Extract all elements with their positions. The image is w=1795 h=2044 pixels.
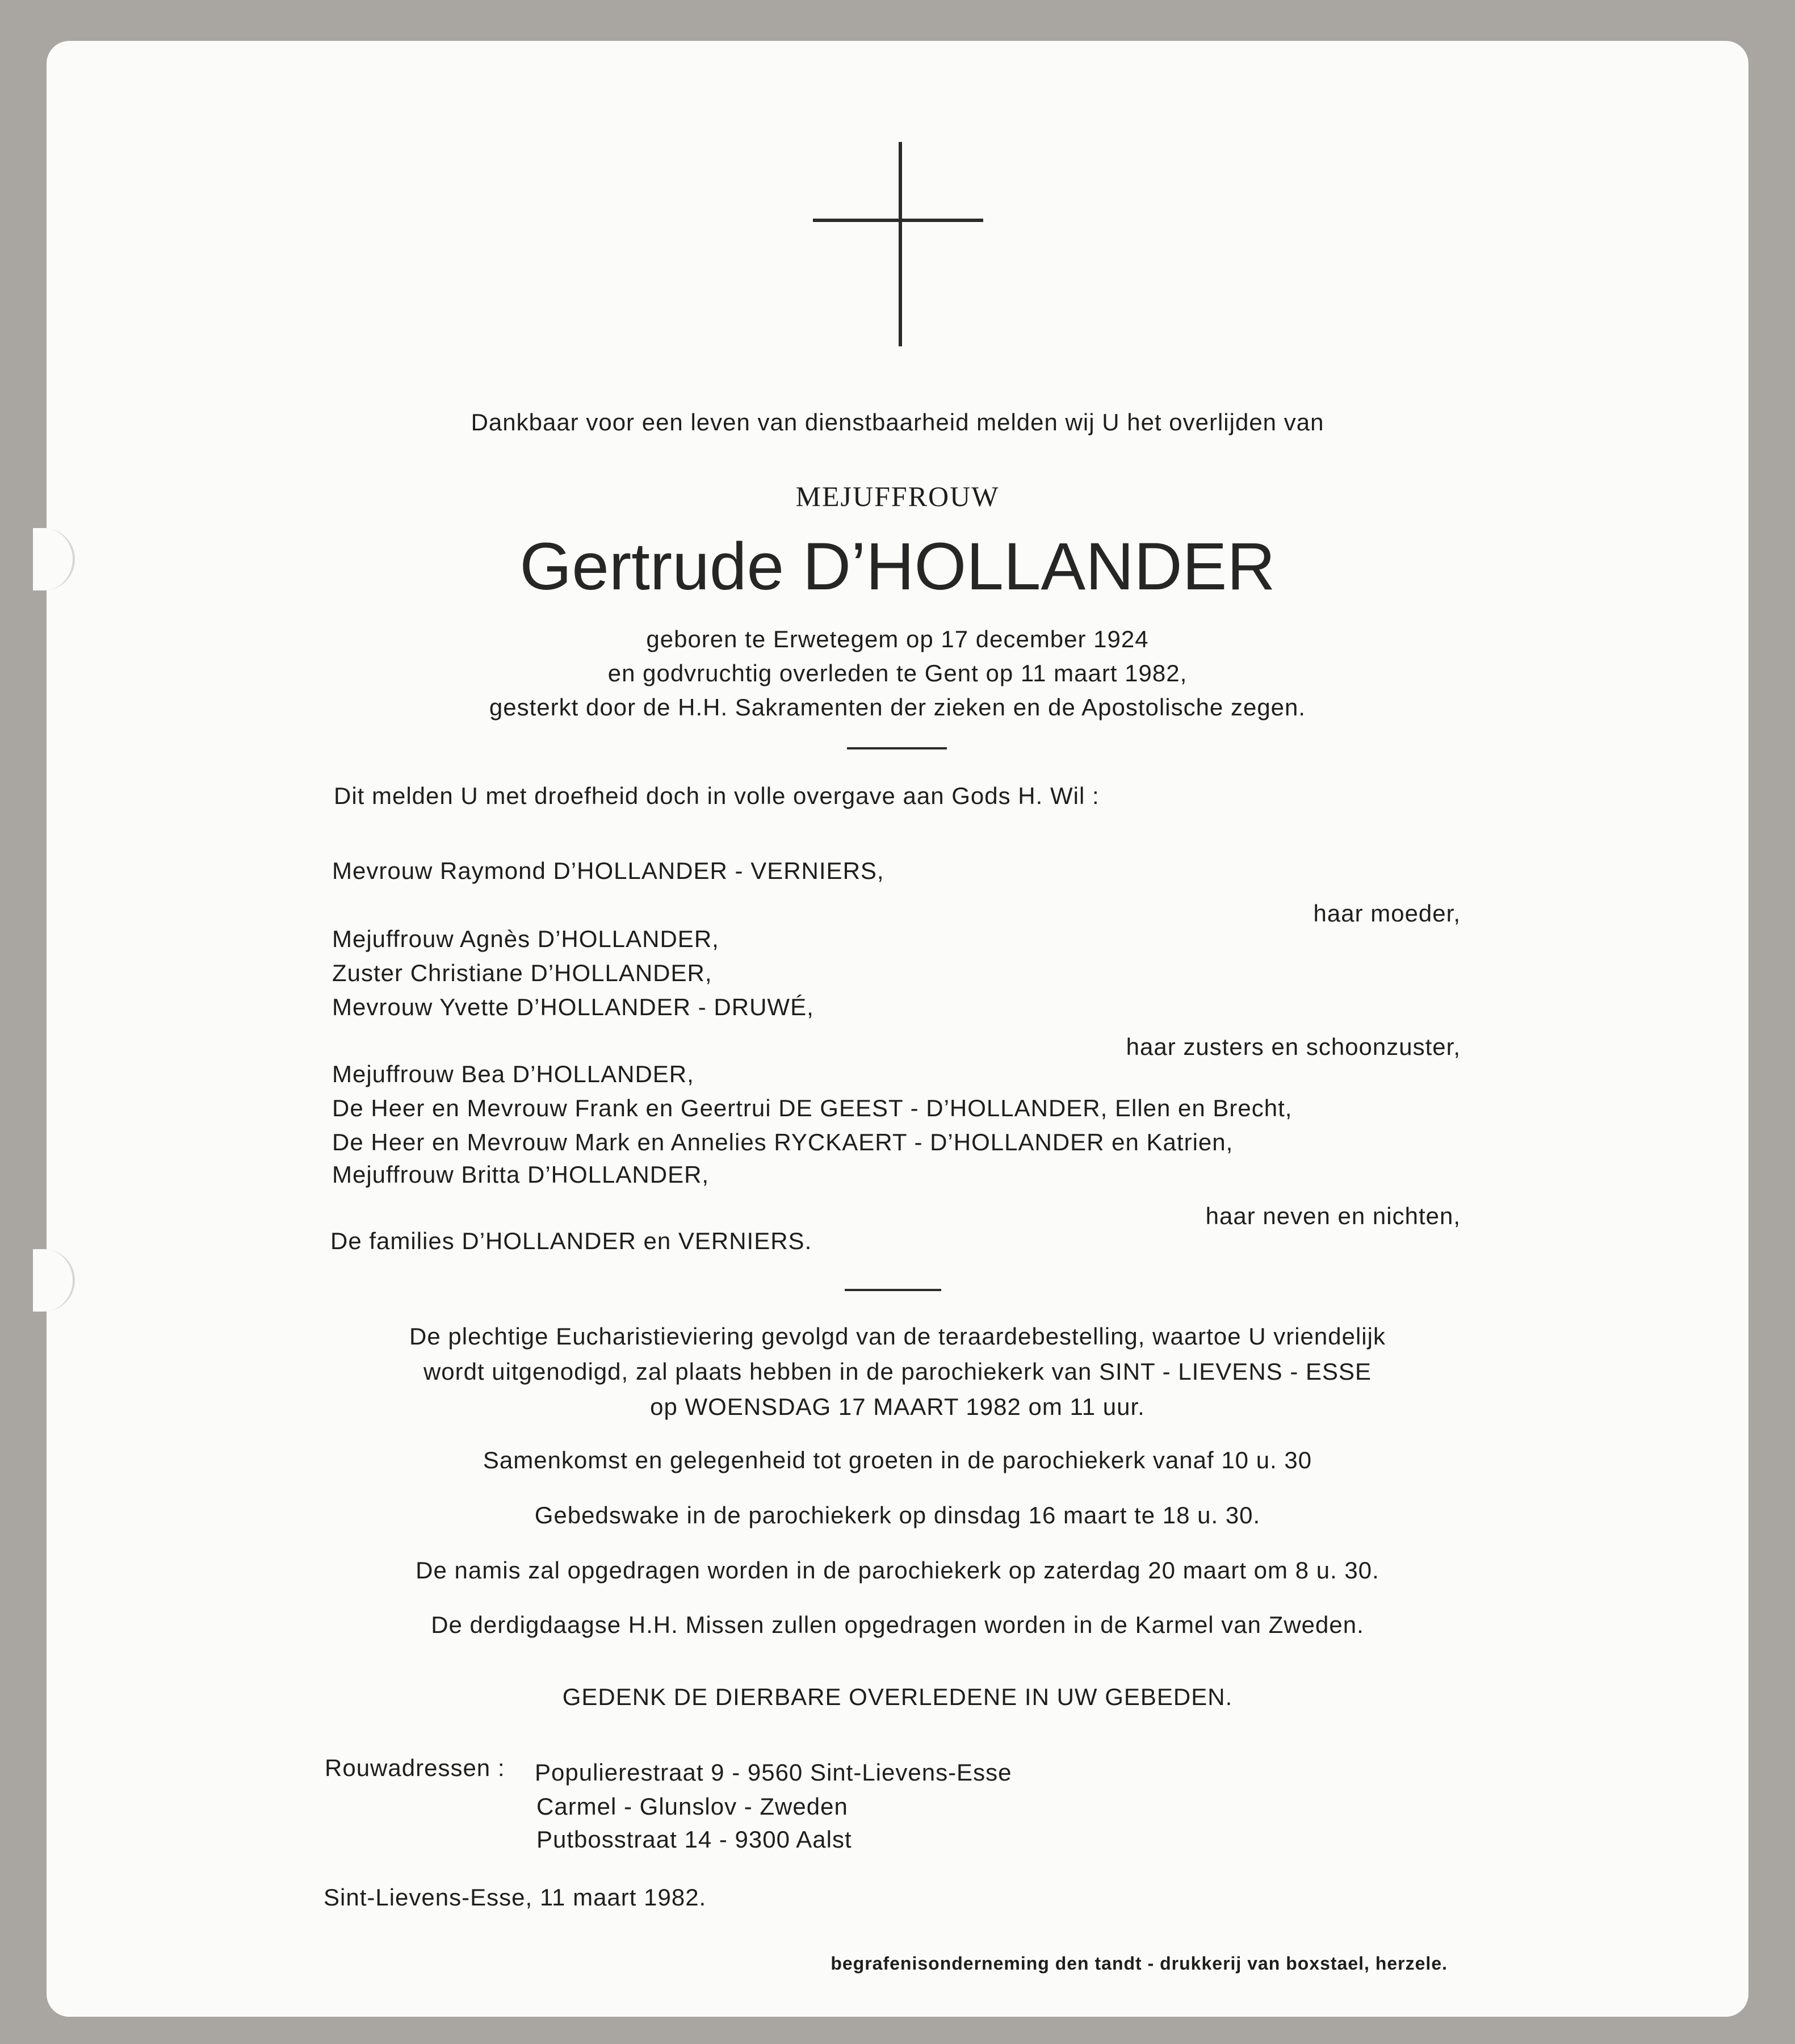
address-line-2: Carmel - Glunslov - Zweden — [536, 1793, 848, 1820]
divider-bottom — [845, 1289, 941, 1291]
mother-line: Mevrouw Raymond D’HOLLANDER - VERNIERS, — [332, 857, 884, 884]
niece-line-4: Mejuffrouw Britta D’HOLLANDER, — [332, 1161, 710, 1188]
sister-line-3: Mevrouw Yvette D’HOLLANDER - DRUWÉ, — [332, 994, 814, 1020]
sister-line-2: Zuster Christiane D’HOLLANDER, — [332, 960, 712, 986]
families-line: De families D’HOLLANDER en VERNIERS. — [330, 1228, 812, 1254]
memorial-card — [47, 41, 1748, 2017]
wake-line: Gebedswake in de parochiekerk op dinsdag 16 maart te 18 u. 30. — [534, 1502, 1261, 1528]
niece-line-2: De Heer en Mevrouw Frank en Geertrui DE GEEST - D’HOLLANDER, Ellen en Brecht, — [332, 1095, 1293, 1121]
service-line-3: op WOENSDAG 17 MAART 1982 om 11 uur. — [650, 1393, 1145, 1420]
divider-top — [847, 747, 947, 749]
niece-line-1: Mejuffrouw Bea D’HOLLANDER, — [332, 1061, 694, 1087]
niece-line-3: De Heer en Mevrouw Mark en Annelies RYCKAERT - D’HOLLANDER en Katrien, — [332, 1129, 1234, 1155]
addresses-label: Rouwadressen : — [325, 1754, 505, 1781]
mass-after-line: De namis zal opgedragen worden in de parochiekerk op zaterdag 20 maart om 8 u. 30. — [416, 1557, 1379, 1584]
deceased-name: Gertrude D’HOLLANDER — [519, 529, 1276, 604]
birth-line: geboren te Erwetegem op 17 december 1924 — [646, 626, 1149, 652]
sacraments-line: gesterkt door de H.H. Sakramenten der zieken en de Apostolische zegen. — [489, 694, 1306, 721]
place-date: Sint-Lievens-Esse, 11 maart 1982. — [324, 1884, 707, 1911]
address-line-1: Populierestraat 9 - 9560 Sint-Lievens-Esse — [535, 1759, 1012, 1786]
announce-line: Dit melden U met droefheid doch in volle overgave aan Gods H. Wil : — [334, 782, 1100, 809]
sister-line-1: Mejuffrouw Agnès D’HOLLANDER, — [332, 925, 719, 952]
service-line-1: De plechtige Eucharistieviering gevolgd van de teraardebestelling, waartoe U vriendelijk — [409, 1323, 1386, 1350]
third-day-mass-line: De derdigdaagse H.H. Missen zullen opgedragen worden in de Karmel van Zweden. — [431, 1611, 1364, 1638]
mother-role: haar moeder, — [1313, 900, 1461, 927]
nieces-role: haar neven en nichten, — [1205, 1203, 1461, 1229]
gathering-line: Samenkomst en gelegenheid tot groeten in de parochiekerk vanaf 10 u. 30 — [483, 1447, 1312, 1473]
title-prefix: MEJUFFROUW — [795, 480, 1000, 512]
death-line: en godvruchtig overleden te Gent op 11 maart 1982, — [607, 660, 1188, 686]
remember-line: GEDENK DE DIERBARE OVERLEDENE IN UW GEBEDEN. — [562, 1683, 1233, 1710]
service-line-2: wordt uitgenodigd, zal plaats hebben in de parochiekerk van SINT - LIEVENS - ESSE — [423, 1358, 1372, 1385]
sisters-role: haar zusters en schoonzuster, — [1126, 1033, 1461, 1060]
printer-credit: begrafenisonderneming den tandt - drukkerij van boxstael, herzele. — [831, 1953, 1448, 1974]
intro-text: Dankbaar voor een leven van dienstbaarheid melden wij U het overlijden van — [471, 409, 1324, 435]
address-line-3: Putbosstraat 14 - 9300 Aalst — [536, 1826, 852, 1853]
